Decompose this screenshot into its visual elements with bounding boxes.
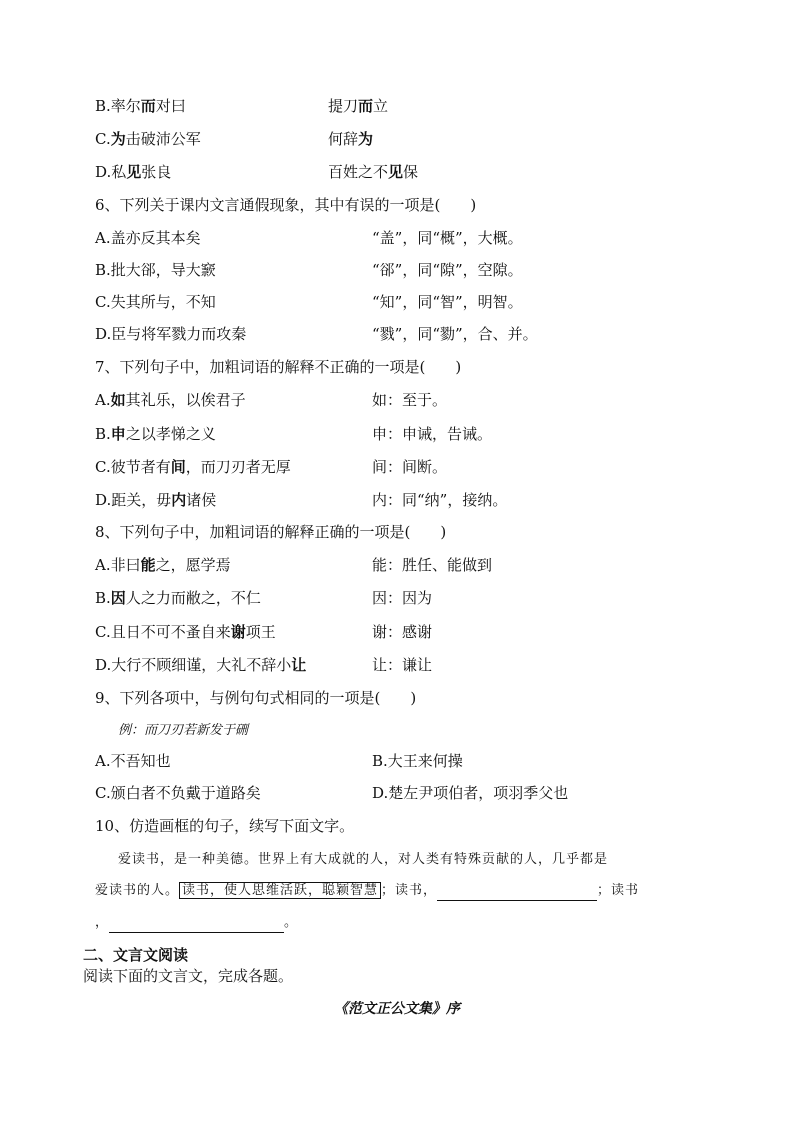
q7-option-d: D.距关，毋内诸侯 内：同“纳”，接纳。 [95,491,508,509]
q10-passage-line-1: 爱读书，是一种美德。世界上有大成就的人，对人类有特殊贡献的人，几乎都是 [118,852,609,867]
q5-option-d: D.私见张良 百姓之不见保 [95,163,419,181]
section-heading: 二、文言文阅读 [83,946,189,964]
q9-example: 例：而刀刃若新发于硎 [118,723,249,738]
answer-blank-1[interactable] [437,886,597,901]
q8-option-d: D.大行不顾细谨，大礼不辞小让 让：谦让 [95,656,433,674]
q7-option-c: C.彼节者有间，而刀刃者无厚 间：间断。 [95,458,448,476]
q6-option-d: D.臣与将军戮力而攻秦 “戮”，同“勠”，合、并。 [95,325,538,343]
q7-option-a: A.如其礼乐，以俟君子 如：至于。 [95,391,448,409]
q7-stem: 7、下列句子中，加粗词语的解释不正确的一项是( ) [95,358,462,376]
q8-stem: 8、下列句子中，加粗词语的解释正确的一项是( ) [95,523,447,541]
q8-option-a: A.非曰能之，愿学焉 能：胜任、能做到 [95,556,493,574]
passage-title: 《范文正公文集》序 [334,1001,460,1017]
q6-option-a: A.盖亦反其本矣 “盖”，同“概”，大概。 [95,229,523,247]
framed-sentence: 读书，使人思维活跃，聪颖智慧 [179,882,381,899]
q7-option-b: B.申之以孝悌之义 申：申诫，告诫。 [95,425,493,443]
q6-stem: 6、下列关于课内文言通假现象，其中有误的一项是( ) [95,196,477,214]
q9-option-row-1: A.不吾知也 B.大王来何操 [95,752,463,770]
answer-blank-2[interactable] [109,918,284,933]
section-intro: 阅读下面的文言文，完成各题。 [83,967,294,985]
q10-passage-line-3: ， 。 [95,913,298,933]
q6-option-c: C.失其所与，不知 “知”，同“智”，明智。 [95,293,523,311]
q8-option-c: C.且日不可不蚤自来谢项王 谢：感谢 [95,623,433,641]
q5-option-b: B.率尔而对曰 提刀而立 [95,97,389,115]
q8-option-b: B.因人之力而敝之，不仁 因：因为 [95,589,433,607]
q5-option-c: C.为击破沛公军 何辞为 [95,130,374,148]
q6-option-b: B.批大郤，导大窾 “郤”，同“隙”，空隙。 [95,261,523,279]
q10-stem: 10、仿造画框的句子，续写下面文字。 [95,817,355,835]
q10-passage-line-2: 爱读书的人。 读书，使人思维活跃，聪颖智慧 ；读书， ；读书 [95,881,639,901]
q9-stem: 9、下列各项中，与例句句式相同的一项是( ) [95,689,417,707]
q9-option-row-2: C.颁白者不负戴于道路矣 D.楚左尹项伯者，项羽季父也 [95,784,569,802]
